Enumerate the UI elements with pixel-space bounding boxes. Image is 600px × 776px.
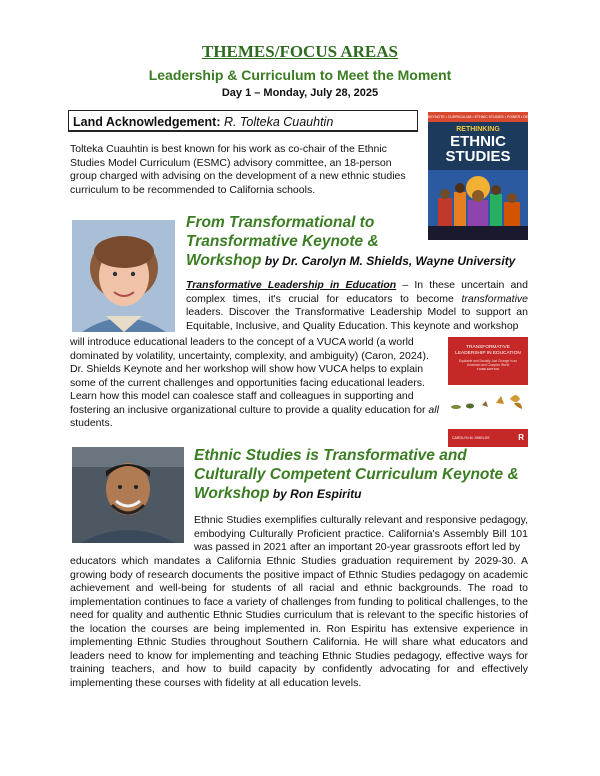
land-label: Land Acknowledgement — [73, 115, 217, 129]
ron-espiritu-portrait — [72, 447, 184, 543]
transformative-leadership-book-cover — [448, 337, 528, 447]
book2-edition: THIRD EDITION — [476, 367, 500, 371]
session2-intro: Ethnic Studies exemplifies culturally relevant and responsive pedagogy, embodying Culturally Proficient practice. California's Assembly Bill 101 was passed in 2021 after an important 20-year grassroots effort led by — [194, 514, 528, 553]
session1-title-line1: From Transformational to — [186, 214, 375, 231]
page-title: THEMES/FOCUS AREAS — [201, 42, 398, 61]
butterfly-illustration — [448, 389, 528, 415]
book2-title-1: TRANSFORMATIVE — [466, 345, 510, 350]
book1-title-3: STUDIES — [445, 148, 511, 165]
session1-dash: – In these uncertain and complex times, it's crucial for educators to become — [186, 279, 528, 305]
session1-rest1: leaders. Discover the Transformative Leadership Model to support an Equitable, Inclusive, and Quality Education. This keynote and workshop — [186, 306, 528, 332]
book1-title-2: ETHNIC — [450, 133, 506, 150]
publisher-logo: R — [518, 433, 524, 442]
session2-title-line3: Workshop — [194, 485, 270, 502]
session2-title-line1: Ethnic Studies is Transformative and — [194, 447, 467, 464]
session1-end: students. — [70, 417, 113, 429]
session1-emph: transformative — [461, 292, 528, 305]
land-text: Tolteka Cuauhtin is best known for his work as co-chair of the Ethnic Studies Model Curriculum (ESMC) advisory committee, an 18-person group charged with advising on the development of a new ethnic studies curriculum to be recommended to California schools. — [70, 143, 406, 196]
land-acknowledgement-heading — [68, 110, 418, 132]
session1-title-line2: Transformative Keynote & — [186, 233, 379, 250]
book2-author-name: CAROLYN M. SHIELDS — [452, 436, 490, 440]
session1-rest2: will introduce educational leaders to the concept of a VUCA world (a world dominated by volatility, uncertainty, complexity, and ambiguity) (Caron, 2024). Dr. Shields Keynote and her workshop will show how VUCA helps to explain some of the current challenges and opportunities facing educational leaders. Learn how this model can coalesce staff and colleagues in supporting and fostering an inclusive organizational culture to provide a quality education for — [70, 336, 429, 416]
land-sep: : — [216, 115, 224, 129]
ron-espiritu-photo — [72, 447, 184, 543]
page-subtitle: Leadership & Curriculum to Meet the Moment — [148, 67, 452, 83]
session1-title-line3: Workshop — [186, 252, 262, 269]
day-line: Day 1 – Monday, July 28, 2025 — [221, 87, 379, 99]
land-name: R. Tolteka Cuauhtin — [223, 115, 334, 129]
session2-title-line2: Culturally Competent Curriculum Keynote & — [194, 466, 519, 483]
session1-all: all — [428, 403, 439, 416]
book1-title-1: RETHINKING — [456, 126, 500, 133]
session1-lead: Transformative Leadership in Education — [186, 279, 397, 291]
session1-body — [70, 336, 444, 431]
book2-sub: Equitable and Socially Just Change in an Uncertain and Complex World — [459, 359, 517, 367]
carolyn-shields-portrait — [72, 220, 175, 332]
session1-intro — [186, 279, 528, 333]
book2-top-band — [448, 337, 528, 385]
session2-body: educators which mandates a California Ethnic Studies graduation requirement by 2029-30. A growing body of research documents the positive impact of Ethnic Studies pedagogy on academic achievement and well-being for students of all racial and ethnic backgrounds. The road to implementation continues to face a variety of challenges from funding to political challenges, to the need for quality and authentic Ethnic Studies curriculum that is relevant to the specific histories of the location the courses are being implemented in. Ron Espiritu has extensive experience in implementing Ethnic Studies throughout Southern California. He will share what educators and leaders need to know for implementing and teaching Ethnic Studies pedagogy, effective ways for training teachers, and how to build capacity by confidently advocating for and effectively implementing these courses with fidelity at all education levels. — [70, 555, 528, 689]
carolyn-shields-photo — [72, 220, 175, 332]
book1-top-strip: KEYNOTE • CURRICULUM • ETHNIC STUDIES • POWER • DECOLONIAL — [428, 112, 528, 122]
book2-title-2: LEADERSHIP IN EDUCATION — [455, 351, 521, 356]
session1-title — [186, 213, 526, 271]
book2-author — [448, 429, 528, 447]
session1-byline: by Dr. Carolyn M. Shields, Wayne University — [261, 254, 516, 268]
session2-title — [194, 446, 534, 504]
session2-byline: by Ron Espiritu — [269, 487, 362, 501]
